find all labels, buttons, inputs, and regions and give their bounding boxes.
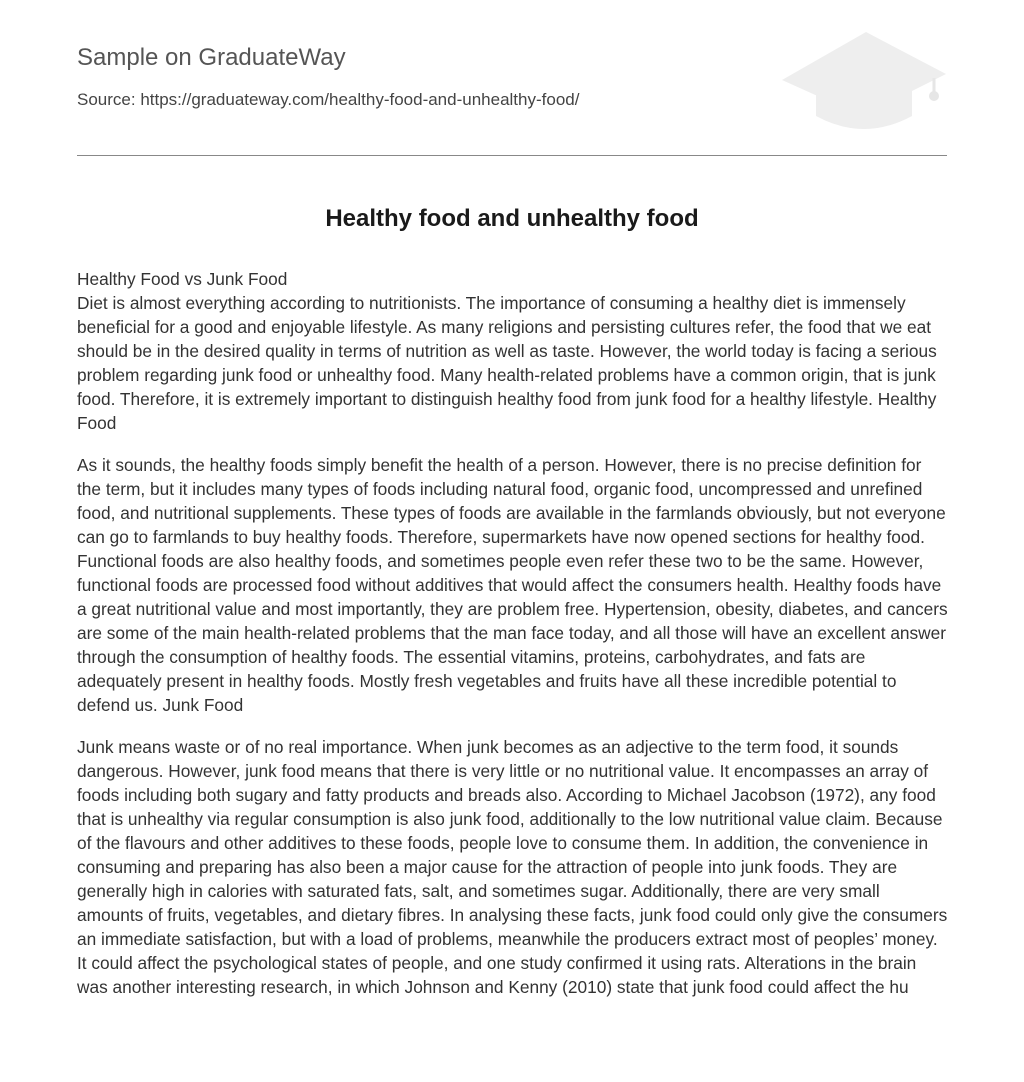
source-label: Source: — [77, 90, 136, 109]
document-body — [77, 267, 949, 1017]
paragraph: As it sounds, the healthy foods simply benefit the health of a person. However, there is no precise definition for the term, but it includes many types of foods including natural food, organic food, uncompressed and unrefined food, and nutritional supplements. These types of foods are available in the farmlands obviously, but not everyone can go to farmlands to buy healthy foods. Therefore, supermarkets have now opened sections for healthy food. Functional foods are also healthy foods, and sometimes people even refer these two to be the same. However, functional foods are processed food without additives that would affect the consumers health. Healthy foods have a great nutritional value and most importantly, they are problem free. Hypertension, obesity, diabetes, and cancers are some of the main health-related problems that the man face today, and all those will have an excellent answer through the consumption of healthy foods. The essential vitamins, proteins, carbohydrates, and fats are adequately present in healthy foods. Mostly fresh vegetables and fruits have all these incredible potential to defend us. Junk Food — [77, 455, 948, 715]
document-title: Healthy food and unhealthy food — [325, 205, 699, 232]
header-divider — [77, 155, 947, 156]
source-link[interactable]: https://graduateway.com/healthy-food-and-unhealthy-food/ — [140, 90, 580, 109]
site-title: Sample on GraduateWay — [77, 44, 346, 71]
source-line — [77, 90, 579, 110]
graduation-cap-icon — [780, 30, 948, 134]
paragraph: Junk means waste or of no real importance. When junk becomes as an adjective to the term food, it sounds dangerous. However, junk food means that there is very little or no nutritional value. It encompasses an array of foods including both sugary and fatty products and breads also. According to Michael Jacobson (1972), any food that is unhealthy via regular consumption is also junk food, additionally to the low nutritional value claim. Because of the flavours and other additives to these foods, people love to consume them. In addition, the convenience in consuming and preparing has also been a major cause for the attraction of people into junk foods. They are generally high in calories with saturated fats, salt, and sometimes sugar. Additionally, there are very small amounts of fruits, vegetables, and dietary fibres. In analysing these facts, junk food could only give the consumers an immediate satisfaction, but with a load of problems, meanwhile the producers extract most of peoples’ money. It could affect the psychological states of people, and one study confirmed it using rats. Alterations in the brain was another interesting research, in which Johnson and Kenny (2010) state that junk food could affect the hu — [77, 737, 948, 997]
intro-heading: Healthy Food vs Junk Food — [77, 269, 288, 289]
paragraph: Diet is almost everything according to nutritionists. The importance of consuming a healthy diet is immensely beneficial for a good and enjoyable lifestyle. As many religions and persisting cultures refer, the food that we eat should be in the desired quality in terms of nutrition as well as taste. However, the world today is facing a serious problem regarding junk food or unhealthy food. Many health-related problems have a common origin, that is junk food. Therefore, it is extremely important to distinguish healthy food from junk food for a healthy lifestyle. Healthy Food — [77, 293, 937, 433]
